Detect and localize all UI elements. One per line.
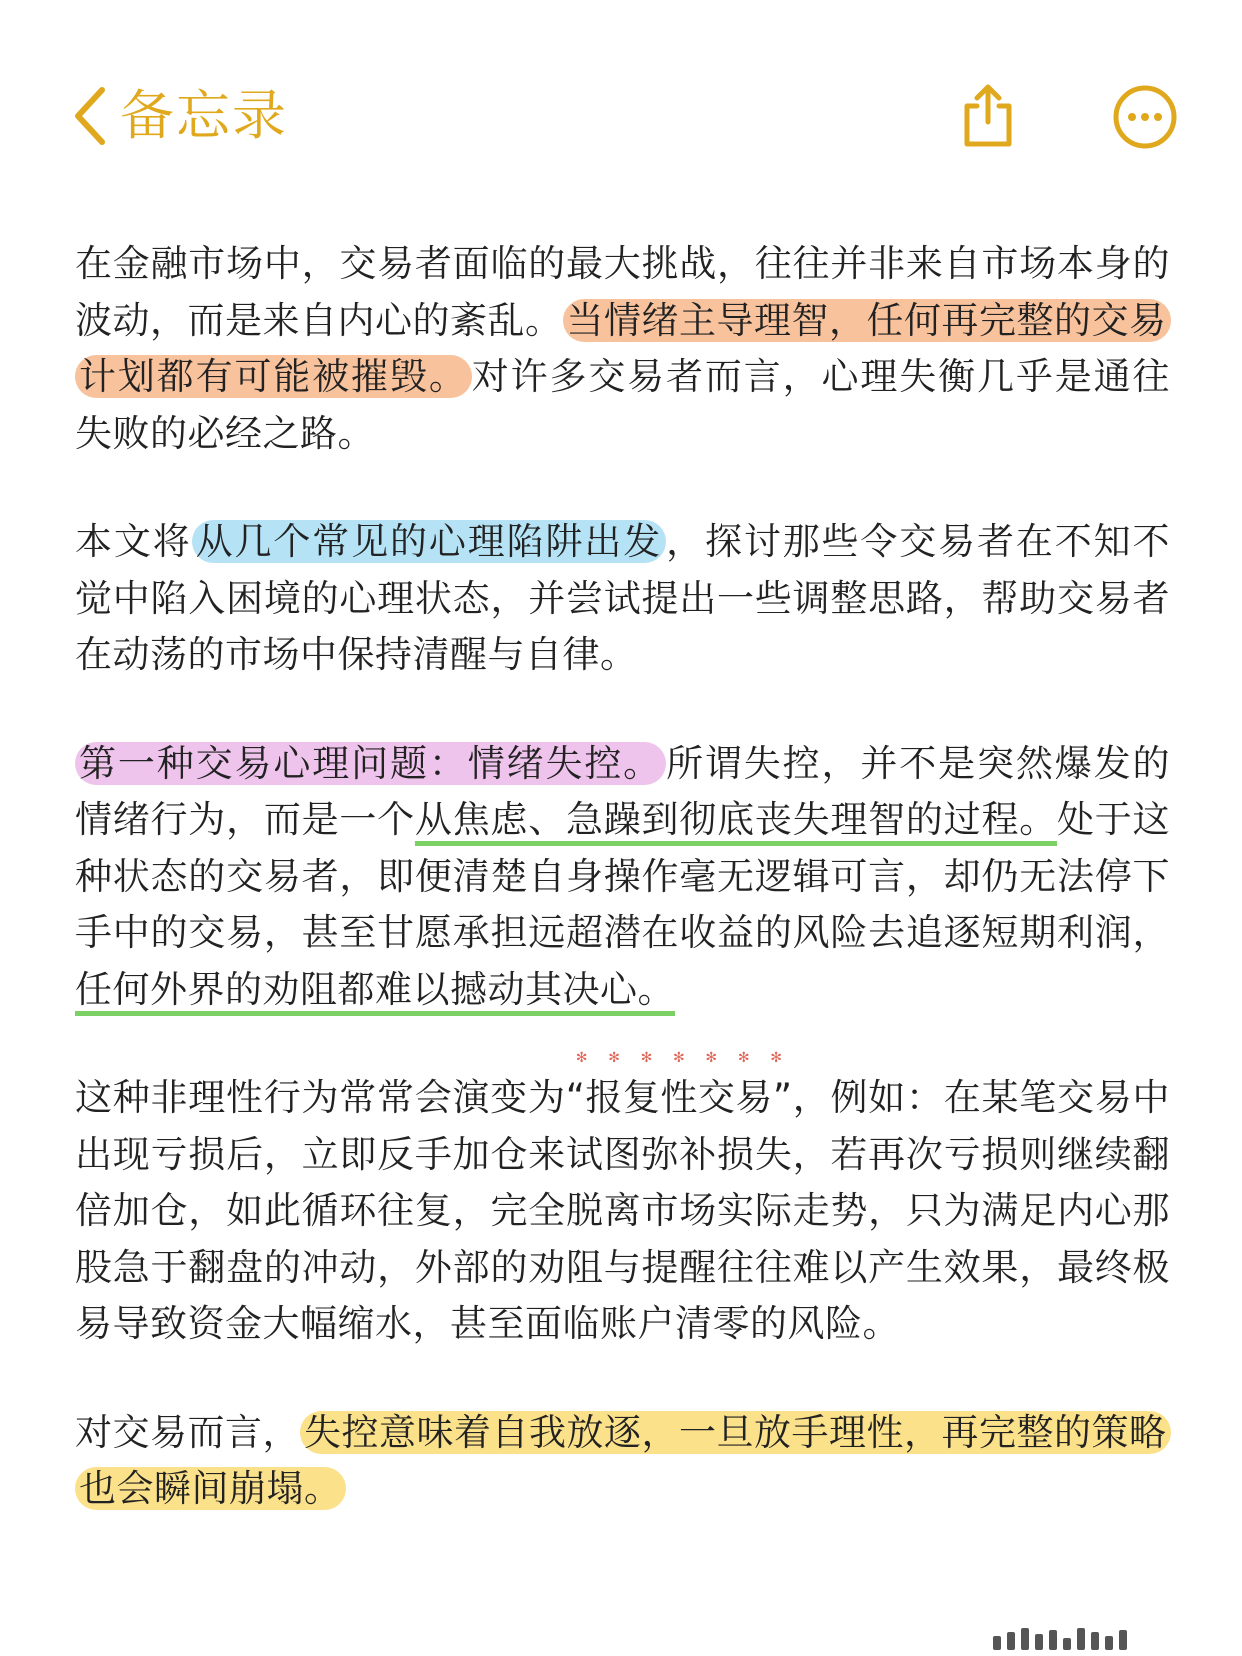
share-button[interactable] — [960, 84, 1016, 152]
emotion-text: 所谓失控，并不是突然爆发的情绪行为，而是一个 — [75, 741, 1171, 841]
underline-green: 从焦虑、急躁到彻底丧失理智的过程。 — [414, 798, 1057, 841]
highlight-blue: 从几个常见的心理陷阱出发 — [192, 520, 666, 563]
purpose-text-end: ，探讨那些令交易者在不知不觉中陷入困境的心理状态，并尝试提出一些调整思路，帮助交易者在动荡的市场中保持清醒与自律。 — [75, 520, 1171, 676]
emphasis-dots: ✻ ✻ ✻ ✻ ✻ ✻ ✻ — [575, 1050, 783, 1066]
paragraph-revenge-trading — [75, 1050, 1171, 1353]
highlight-orange: 当情绪主导理智，任何再完整的交易计划都有可能被摧毁。 — [75, 299, 1171, 399]
emotion-text-mid: 处于这种状态的交易者，即便清楚自身操作毫无逻辑可言，却仍无法停下手中的交易，甚至甘愿承担远超潜在收益的风险去追逐短期利润， — [75, 798, 1171, 954]
back-button[interactable] — [72, 84, 288, 148]
revenge-text: 这种非理性行为常常会演变为 — [75, 1076, 566, 1119]
paragraph-emotion-loss — [75, 736, 1170, 1019]
intro-text: 在金融市场中，交易者面临的最大挑战，往往并非来自市场本身的波动，而是来自内心的紊乱。 — [75, 242, 1170, 342]
highlight-pink-heading: 第一种交易心理问题：情绪失控。 — [75, 742, 666, 785]
navigation-bar — [0, 0, 1242, 190]
paragraph-intro — [75, 236, 1170, 462]
emphasis-term-text: “报复性交易” — [565, 1076, 793, 1119]
emphasis-term — [565, 1050, 793, 1127]
chevron-left-icon — [72, 86, 106, 146]
watermark-bars — [993, 1628, 1173, 1650]
paragraph-purpose — [75, 514, 1170, 684]
back-label: 备忘录 — [120, 84, 288, 147]
ellipsis-circle-icon — [1112, 135, 1178, 154]
note-body[interactable] — [75, 236, 1170, 1570]
share-icon — [960, 133, 1016, 152]
purpose-text: 本文将 — [75, 520, 192, 563]
highlight-yellow: 失控意味着自我放逐，一旦放手理性，再完整的策略也会瞬间崩塌。 — [75, 1411, 1171, 1511]
paragraph-conclusion — [75, 1405, 1170, 1518]
underline-green-end: 任何外界的劝阻都难以撼动其决心。 — [75, 967, 675, 1011]
intro-text-end: 对许多交易者而言，心理失衡几乎是通往失败的必经之路。 — [75, 355, 1170, 455]
revenge-text-end: ，例如：在某笔交易中出现亏损后，立即反手加仓来试图弥补损失，若再次亏损则继续翻倍加仓，如此循环往复，完全脱离市场实际走势，只为满足内心那股急于翻盘的冲动，外部的劝阻与提醒往往难以产生效果，最终极易导致资金大幅缩水，甚至面临账户清零的风险。 — [75, 1076, 1171, 1345]
more-button[interactable] — [1112, 84, 1178, 154]
conclusion-text: 对交易而言， — [75, 1410, 300, 1454]
